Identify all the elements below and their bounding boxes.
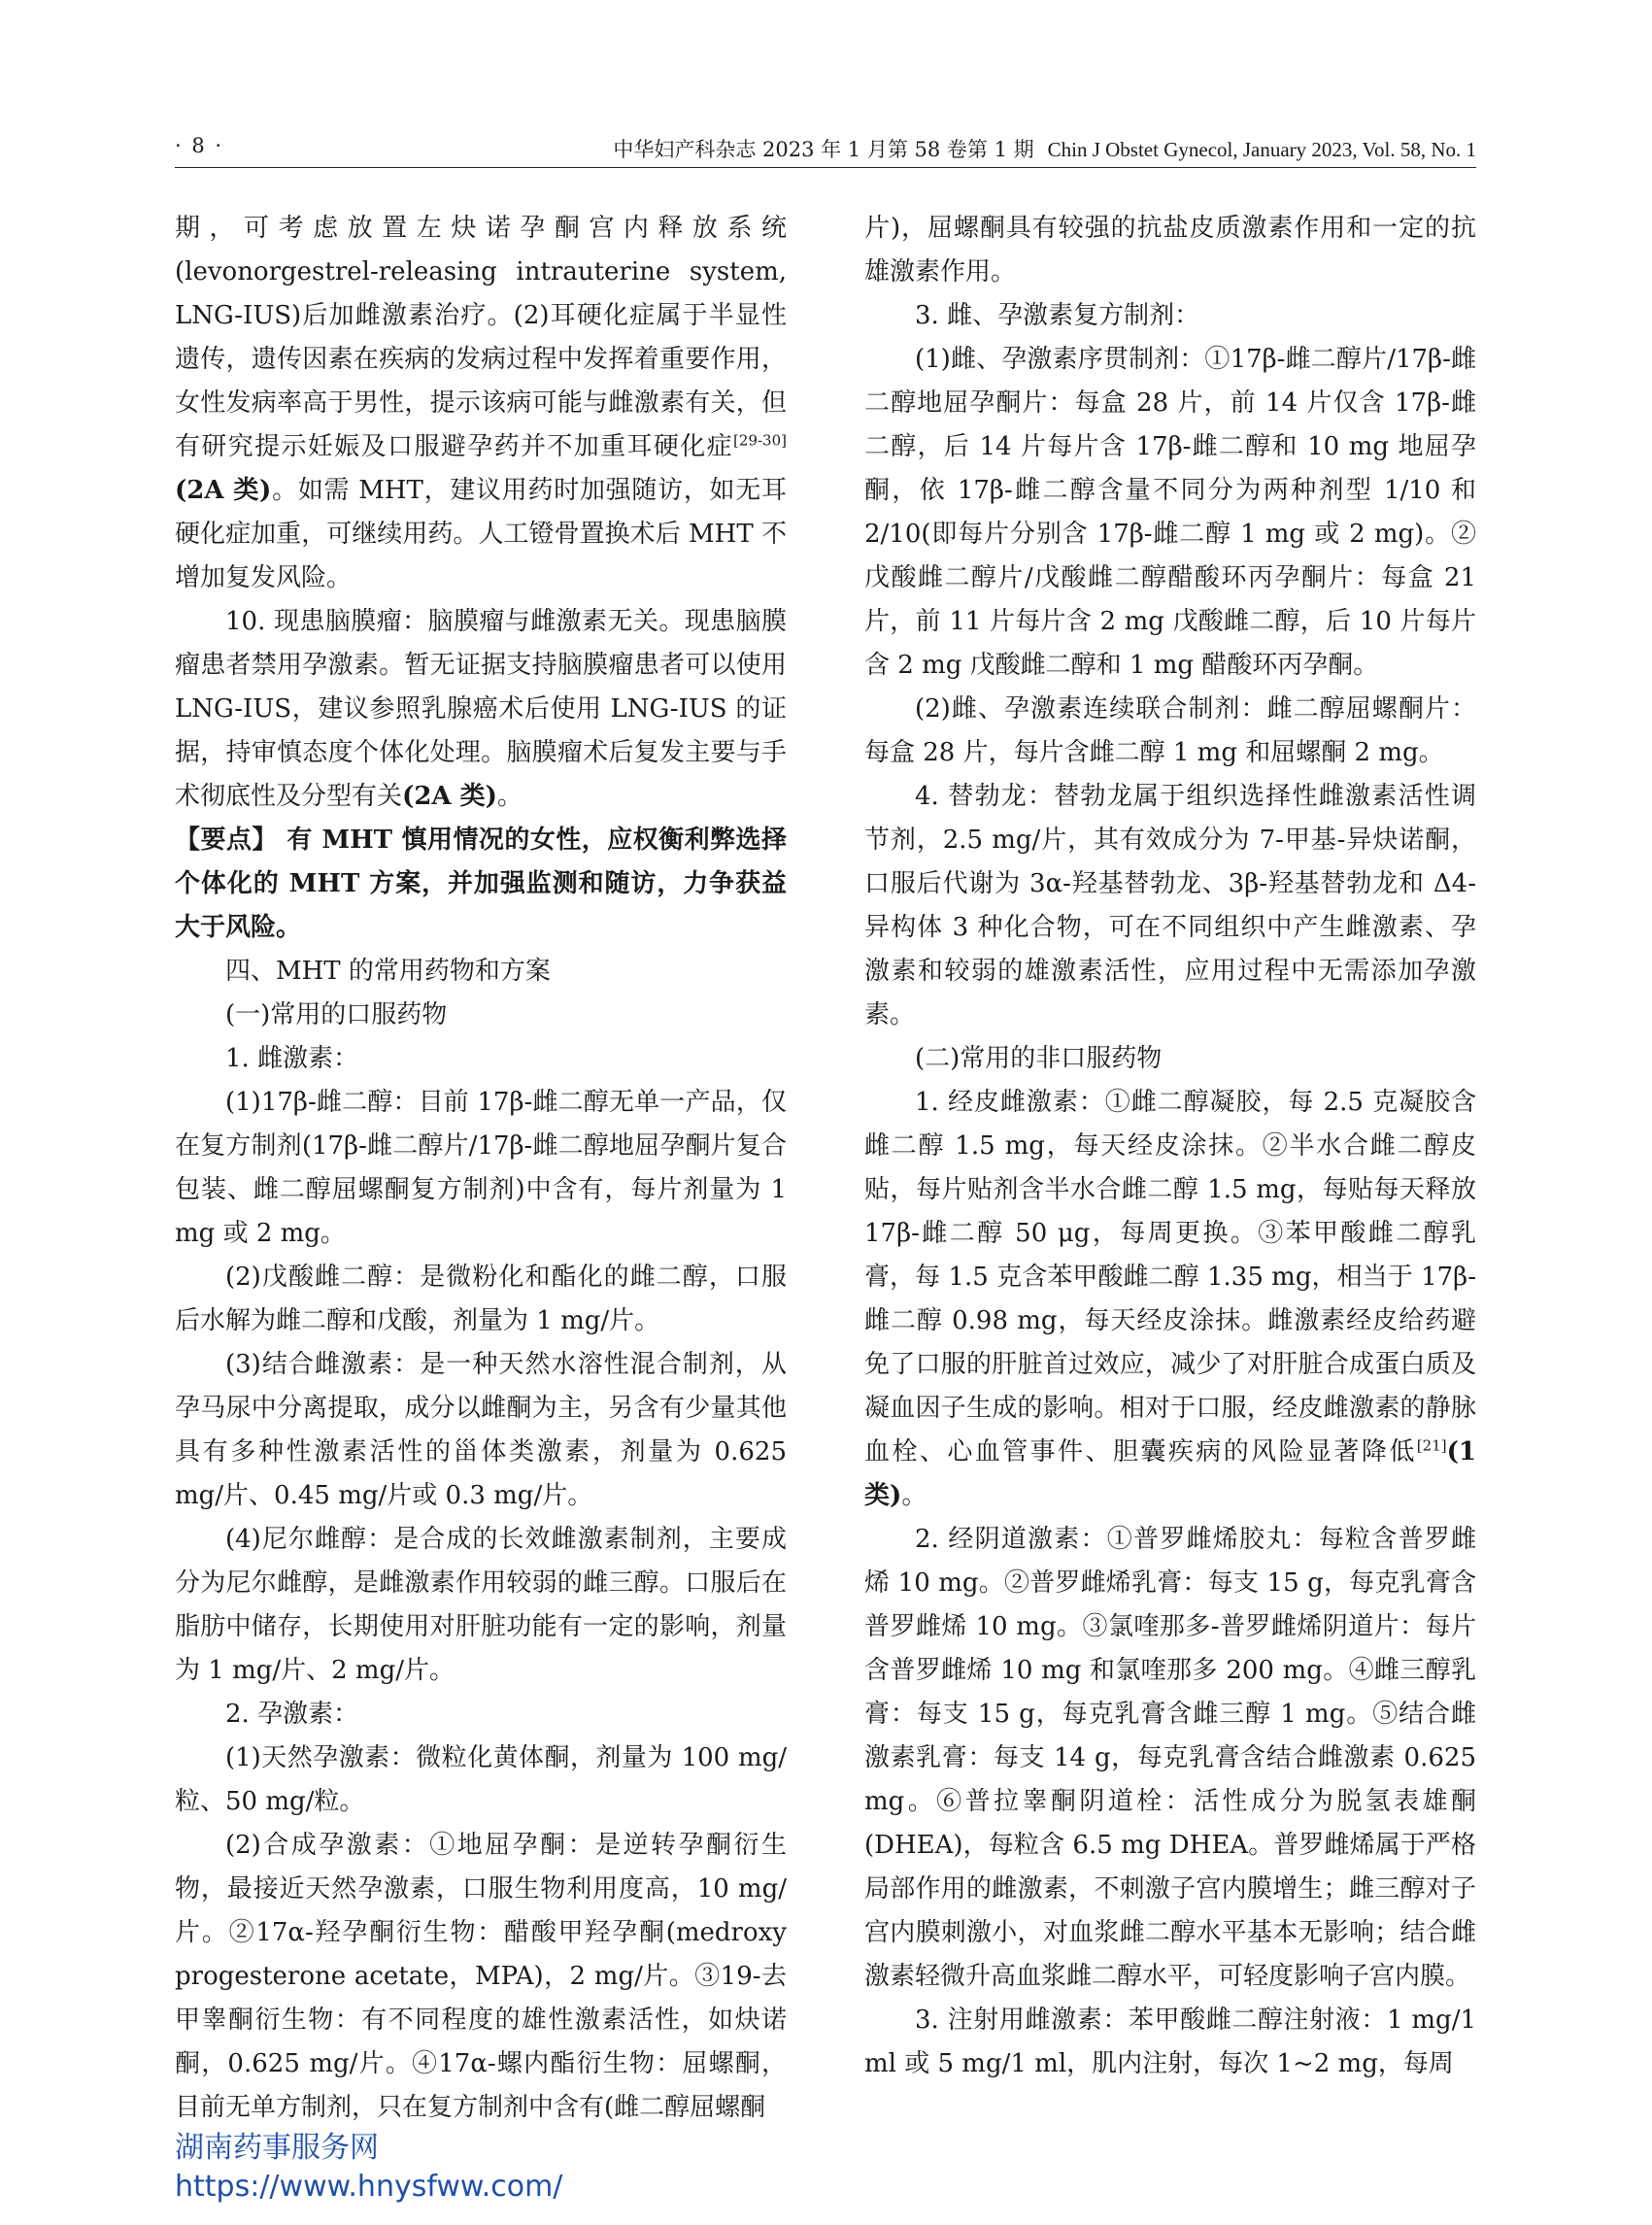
evidence-grade: (2A 类) <box>402 782 497 811</box>
header-rule <box>175 167 1476 168</box>
paragraph: (3)结合雌激素：是一种天然水溶性混合制剂，从孕马尿中分离提取，成分以雌酮为主，另含有少量其他具有多种性激素活性的甾体类激素，剂量为 0.625 mg/片、0.45 mg/片或 0.3 mg/片。 <box>175 1350 787 1510</box>
paragraph: 3. 注射用雌激素：苯甲酸雌二醇注射液：1 mg/1 ml 或 5 mg/1 ml，肌内注射，每次 1~2 mg，每周 <box>864 2006 1476 2078</box>
section-heading: 四、MHT 的常用药物和方案 <box>225 957 551 986</box>
paragraph: 期，可考虑放置左炔诺孕酮宫内释放系统(levonorgestrel-releasing intrauterine system, LNG-IUS)后加雌激素治疗。(2)耳硬化症属于半显性遗传，遗传因素在疾病的发病过程中发挥着重要作用，女性发病率高于男性，提示该病可能与雌激素有关，但有研究提示妊娠及口服避孕药并不加重耳硬化症[29-30](2A 类)。如需 MHT，建议用药时加强随访，如无耳硬化症加重，可继续用药。人工镫骨置换术后 MHT 不增加复发风险。 <box>175 214 788 592</box>
paragraph: 4. 替勃龙：替勃龙属于组织选择性雌激素活性调节剂，2.5 mg/片，其有效成分为 7-甲基-异炔诺酮，口服后代谢为 3α-羟基替勃龙、3β-羟基替勃龙和 Δ4-异构体 3 种化合物，可在不同组织中产生雌激素、孕激素和较弱的雄激素活性，应用过程中无需添加孕激素。 <box>864 782 1476 1029</box>
running-header <box>175 134 1476 167</box>
paragraph: (2)戊酸雌二醇：是微粉化和酯化的雌二醇，口服后水解为雌二醇和戊酸，剂量为 1 mg/片。 <box>175 1263 787 1335</box>
paragraph: 1. 经皮雌激素：①雌二醇凝胶，每 2.5 克凝胶含雌二醇 1.5 mg，每天经皮涂抹。②半水合雌二醇皮贴，每片贴剂含半水合雌二醇 1.5 mg，每贴每天释放 17β-雌二醇 50 μg，每周更换。③苯甲酸雌二醇乳膏，每 1.5 克含苯甲酸雌二醇 1.35 mg，相当于 17β-雌二醇 0.98 mg，每天经皮涂抹。雌激素经皮给药避免了口服的肝脏首过效应，减少了对肝脏合成蛋白质及凝血因子生成的影响。相对于口服，经皮雌激素的静脉血栓、心血管事件、胆囊疾病的风险显著降低[21](1 类)。 <box>864 1088 1476 1510</box>
watermark <box>175 2129 562 2207</box>
paragraph: (2)合成孕激素：①地屈孕酮：是逆转孕酮衍生物，最接近天然孕激素，口服生物利用度高，10 mg/片。②17α-羟孕酮衍生物：醋酸甲羟孕酮(medroxy progesterone acetate，MPA)，2 mg/片。③19-去甲睾酮衍生物：有不同程度的雄性激素活性，如炔诺酮，0.625 mg/片。④17α-螺内酯衍生物：屈螺酮，目前无单方制剂，只在复方制剂中含有(雌二醇屈螺酮 <box>175 1831 787 2122</box>
item-heading: 2. 孕激素： <box>225 1700 359 1729</box>
subsection-heading: (二)常用的非口服药物 <box>915 1044 1163 1073</box>
citation-ref: [29-30] <box>733 431 787 450</box>
paragraph: (4)尼尔雌醇：是合成的长效雌激素制剂，主要成分为尼尔雌醇，是雌激素作用较弱的雌三醇。口服后在脂肪中储存，长期使用对肝脏功能有一定的影响，剂量为 1 mg/片、2 mg/片。 <box>175 1525 787 1685</box>
subsection-heading: (一)常用的口服药物 <box>225 1000 448 1029</box>
journal-citation <box>613 134 1476 163</box>
paragraph: 10. 现患脑膜瘤：脑膜瘤与雌激素无关。现患脑膜瘤患者禁用孕激素。暂无证据支持脑膜瘤患者可以使用 LNG-IUS，建议参照乳腺癌术后使用 LNG-IUS 的证据，持审慎态度个体化处理。脑膜瘤术后复发主要与手术彻底性及分型有关(2A 类)。 <box>175 607 787 811</box>
paragraph: 片)，屈螺酮具有较强的抗盐皮质激素作用和一定的抗雄激素作用。 <box>864 214 1476 287</box>
evidence-grade: (1 类) <box>864 1437 1476 1510</box>
key-point: 【要点】 有 MHT 慎用情况的女性，应权衡利弊选择个体化的 MHT 方案，并加强监测和随访，力争获益大于风险。 <box>175 826 787 942</box>
evidence-grade: (2A 类) <box>175 476 272 505</box>
paragraph: 2. 经阴道激素：①普罗雌烯胶丸：每粒含普罗雌烯 10 mg。②普罗雌烯乳膏：每支 15 g，每克乳膏含普罗雌烯 10 mg。③氯喹那多-普罗雌烯阴道片：每片含普罗雌烯 10 mg 和氯喹那多 200 mg。④雌三醇乳膏：每支 15 g，每克乳膏含雌三醇 1 mg。⑤结合雌激素乳膏：每支 14 g，每克乳膏含结合雌激素 0.625 mg。⑥普拉睾酮阴道栓：活性成分为脱氢表雄酮(DHEA)，每粒含 6.5 mg DHEA。普罗雌烯属于严格局部作用的雌激素，不刺激子宫内膜增生；雌三醇对子宫内膜刺激小，对血浆雌二醇水平基本无影响；结合雌激素轻微升高血浆雌二醇水平，可轻度影响子宫内膜。 <box>864 1525 1476 1991</box>
left-column <box>175 207 787 2130</box>
citation-ref: [21] <box>1416 1436 1447 1455</box>
paragraph: (1)17β-雌二醇：目前 17β-雌二醇无单一产品，仅在复方制剂(17β-雌二醇片/17β-雌二醇地屈孕酮片复合包装、雌二醇屈螺酮复方制剂)中含有，每片剂量为 1 mg 或 2 mg。 <box>175 1088 787 1248</box>
journal-cn: 中华妇产科杂志 2023 年 1 月第 58 卷第 1 期 <box>613 138 1034 161</box>
item-heading: 3. 雌、孕激素复方制剂： <box>915 301 1200 330</box>
item-heading: 1. 雌激素： <box>225 1044 359 1073</box>
page-number: · 8 · <box>175 134 224 157</box>
watermark-title: 湖南药事服务网 <box>175 2131 379 2165</box>
watermark-url: https://www.hnysfww.com/ <box>175 2170 563 2204</box>
paragraph: (1)雌、孕激素序贯制剂：①17β-雌二醇片/17β-雌二醇地屈孕酮片：每盒 28 片，前 14 片仅含 17β-雌二醇，后 14 片每片含 17β-雌二醇和 10 mg 地屈孕酮，依 17β-雌二醇含量不同分为两种剂型 1/10 和 2/10(即每片分别含 17β-雌二醇 1 mg 或 2 mg)。②戊酸雌二醇片/戊酸雌二醇醋酸环丙孕酮片：每盒 21 片，前 11 片每片含 2 mg 戊酸雌二醇，后 10 片每片含 2 mg 戊酸雌二醇和 1 mg 醋酸环丙孕酮。 <box>864 345 1476 680</box>
paragraph: (1)天然孕激素：微粒化黄体酮，剂量为 100 mg/粒、50 mg/粒。 <box>175 1743 787 1816</box>
right-column <box>864 207 1476 2086</box>
journal-en: Chin J Obstet Gynecol, January 2023, Vol. 58, No. 1 <box>1047 138 1476 161</box>
paragraph: (2)雌、孕激素连续联合制剂：雌二醇屈螺酮片：每盒 28 片，每片含雌二醇 1 mg 和屈螺酮 2 mg。 <box>864 694 1476 767</box>
